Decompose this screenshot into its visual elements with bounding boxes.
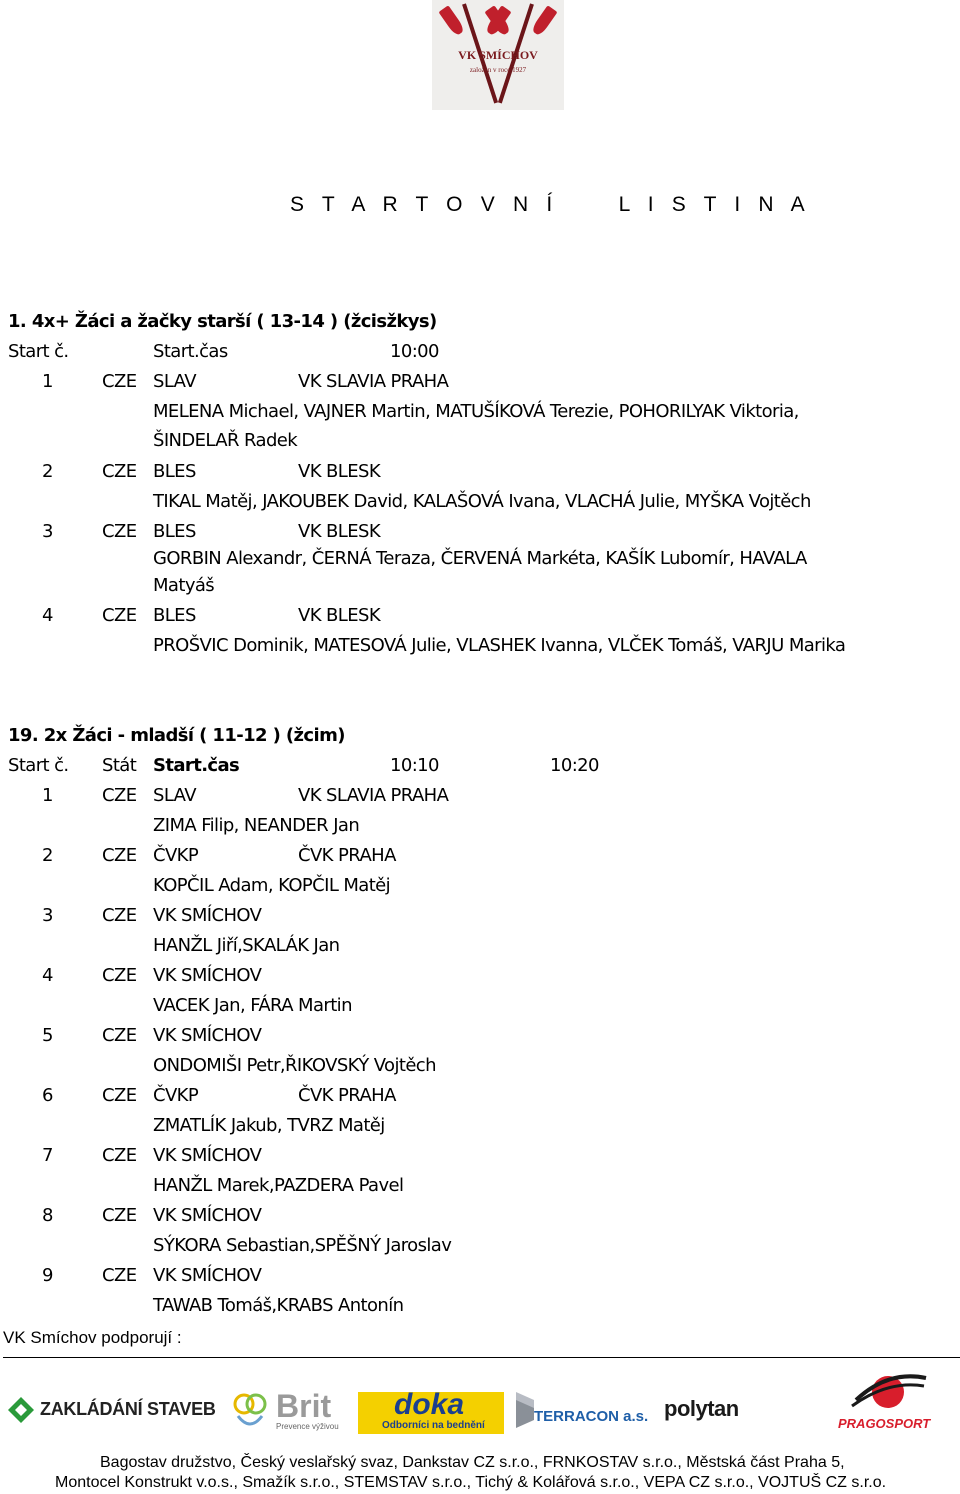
sponsor-terracon	[512, 1390, 656, 1434]
race2-entry-crew: HANŽL Jiří,SKALÁK Jan	[153, 935, 340, 956]
sponsor-polytan	[664, 1396, 746, 1432]
race2-entry-code: VK SMÍCHOV	[153, 965, 262, 986]
race2-entry-crew: ONDOMIŠI Petr,ŘIKOVSKÝ Vojtěch	[153, 1055, 436, 1076]
zakladani-staveb-text: ZAKLÁDÁNÍ STAVEB	[40, 1399, 216, 1419]
race2-entry-club: ČVK PRAHA	[298, 845, 396, 866]
race2-entry-crew: VACEK Jan, FÁRA Martin	[153, 995, 352, 1016]
sponsors-divider	[3, 1357, 960, 1358]
race2-entry-code: VK SMÍCHOV	[153, 905, 262, 926]
pragosport-text: PRAGOSPORT	[838, 1416, 931, 1431]
doka-text: doka	[394, 1388, 465, 1421]
race2-entry-code: VK SMÍCHOV	[153, 1025, 262, 1046]
terracon-text: TERRACON a.s.	[534, 1408, 649, 1425]
race2-entry-no: 7	[42, 1145, 53, 1166]
race2-entry-code: VK SMÍCHOV	[153, 1205, 262, 1226]
race1-entry2-code: BLES	[153, 461, 196, 482]
footer-sponsors-line1: Bagostav družstvo, Český veslařský svaz, Dankstav CZ s.r.o., FRNKOSTAV s.r.o., Městská část Praha 5,	[100, 1454, 845, 1471]
race2-header-time1: 10:10	[390, 755, 439, 776]
race2-entry-country: CZE	[102, 1025, 137, 1046]
zakladani-staveb-mark-icon	[6, 1395, 36, 1425]
race1-entry3-country: CZE	[102, 521, 137, 542]
race1-heading: 1. 4x+ Žáci a žačky starší ( 13-14 ) (žcisžkys)	[8, 311, 437, 332]
race1-entry1-no: 1	[42, 371, 53, 392]
race2-entry-country: CZE	[102, 905, 137, 926]
race2-entry-no: 1	[42, 785, 53, 806]
race2-entry-crew: KOPČIL Adam, KOPČIL Matěj	[153, 875, 391, 896]
race2-entry-code: VK SMÍCHOV	[153, 1145, 262, 1166]
race1-entry1-country: CZE	[102, 371, 137, 392]
race1-entry4-code: BLES	[153, 605, 196, 626]
race2-entry-no: 4	[42, 965, 53, 986]
race2-entry-crew: TAWAB Tomáš,KRABS Antonín	[153, 1295, 404, 1316]
race2-entry-country: CZE	[102, 1085, 137, 1106]
polytan-text: polytan	[664, 1396, 739, 1421]
race2-entry-club: ČVK PRAHA	[298, 1085, 396, 1106]
logo-founded: založen v roce 1927	[469, 66, 527, 74]
race2-entry-country: CZE	[102, 1265, 137, 1286]
race1-entry2-country: CZE	[102, 461, 137, 482]
race2-heading: 19. 2x Žáci - mladší ( 11-12 ) (žcim)	[8, 725, 345, 746]
oar-blade-right	[530, 5, 557, 36]
race2-entry-no: 3	[42, 905, 53, 926]
sponsor-doka	[358, 1388, 504, 1434]
sponsor-brit	[230, 1390, 348, 1434]
race2-entry-country: CZE	[102, 965, 137, 986]
sponsors-label: VK Smíchov podporují :	[3, 1328, 182, 1347]
race2-entry-no: 8	[42, 1205, 53, 1226]
race1-entry3-no: 3	[42, 521, 53, 542]
race2-entry-country: CZE	[102, 1205, 137, 1226]
race1-entry2-no: 2	[42, 461, 53, 482]
race1-entry1-club: VK SLAVIA PRAHA	[298, 371, 449, 392]
race2-entry-country: CZE	[102, 845, 137, 866]
race2-header-start-no: Start č.	[8, 755, 69, 776]
race1-entry2-club: VK BLESK	[298, 461, 381, 482]
race2-entry-no: 5	[42, 1025, 53, 1046]
race2-entry-code: ČVKP	[153, 1085, 199, 1106]
race1-entry2-crew-line1: TIKAL Matěj, JAKOUBEK David, KALAŠOVÁ Ivana, VLACHÁ Julie, MYŠKA Vojtěch	[153, 491, 811, 512]
race2-entry-crew: SÝKORA Sebastian,SPĚŠNÝ Jaroslav	[153, 1235, 452, 1256]
race2-entry-country: CZE	[102, 785, 137, 806]
footer-sponsors-line2: Montocel Konstrukt v.o.s., Smažík s.r.o., STEMSTAV s.r.o., Tichý & Kolářová s.r.o., VEPA CZ s.r.o., VOJTUŠ CZ s.r.o.	[55, 1474, 887, 1491]
race1-entry4-country: CZE	[102, 605, 137, 626]
brit-subtext: Prevence výživou	[276, 1422, 339, 1431]
race2-entry-club: VK SLAVIA PRAHA	[298, 785, 449, 806]
race2-entry-code: VK SMÍCHOV	[153, 1265, 262, 1286]
race2-entry-crew: HANŽL Marek,PAZDERA Pavel	[153, 1175, 404, 1196]
race1-entry4-crew-line1: PROŠVIC Dominik, MATESOVÁ Julie, VLASHEK Ivanna, VLČEK Tomáš, VARJU Marika	[153, 635, 846, 656]
oar-blade-left	[438, 5, 465, 36]
document-title: S T A R T O V N Í L I S T I N A	[290, 193, 811, 216]
brit-mark-icon	[230, 1392, 270, 1432]
race2-entry-no: 9	[42, 1265, 53, 1286]
logo-club-name: VK SMÍCHOV	[458, 48, 538, 62]
race2-entry-crew: ZIMA Filip, NEANDER Jan	[153, 815, 360, 836]
race2-header-time2: 10:20	[550, 755, 599, 776]
race1-entry3-club: VK BLESK	[298, 521, 381, 542]
race2-entry-code: ČVKP	[153, 845, 199, 866]
race2-entry-no: 6	[42, 1085, 53, 1106]
race2-header-country: Stát	[102, 755, 137, 776]
race1-entry1-crew-line2: ŠINDELAŘ Radek	[153, 430, 298, 451]
sponsor-pragosport	[836, 1370, 940, 1434]
race1-entry3-crew-line2: Matyáš	[153, 575, 215, 596]
race1-entry4-no: 4	[42, 605, 53, 626]
race2-header-start-time: Start.čas	[153, 755, 240, 776]
race2-entry-no: 2	[42, 845, 53, 866]
race2-entry-code: SLAV	[153, 785, 196, 806]
race1-entry3-code: BLES	[153, 521, 196, 542]
pragosport-mark-icon	[846, 1370, 930, 1414]
race1-header-start-no: Start č.	[8, 341, 69, 362]
brit-text: Brit	[276, 1388, 332, 1424]
race1-entry1-code: SLAV	[153, 371, 196, 392]
race1-header-start-time: Start.čas	[153, 341, 228, 362]
doka-subtext: Odborníci na bednění	[382, 1420, 485, 1431]
race1-entry3-crew-line1: GORBIN Alexandr, ČERNÁ Teraza, ČERVENÁ Markéta, KAŠÍK Lubomír, HAVALA	[153, 548, 807, 569]
club-logo	[432, 0, 564, 110]
race2-entry-crew: ZMATLÍK Jakub, TVRZ Matěj	[153, 1115, 385, 1136]
race2-entry-country: CZE	[102, 1145, 137, 1166]
race1-entry1-crew-line1: MELENA Michael, VAJNER Martin, MATUŠÍKOVÁ Terezie, POHORILYAK Viktoria,	[153, 401, 799, 422]
race1-header-time1: 10:00	[390, 341, 439, 362]
sponsor-zakladani-staveb	[6, 1395, 218, 1425]
race1-entry4-club: VK BLESK	[298, 605, 381, 626]
